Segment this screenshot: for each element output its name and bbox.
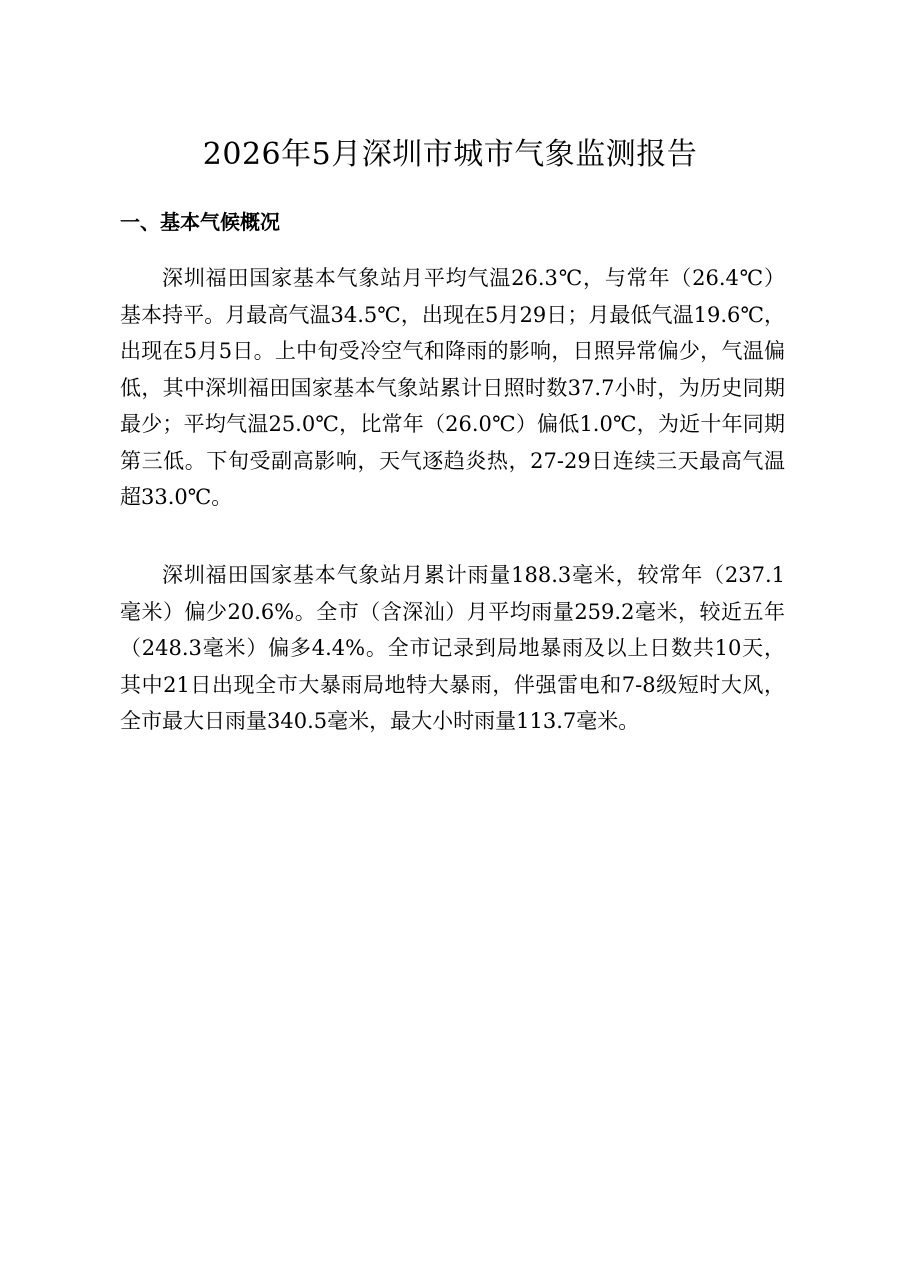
paragraph-rainfall: 深圳福田国家基本气象站月累计雨量188.3毫米，较常年（237.1毫米）偏少20.6%。全市（含深汕）月平均雨量259.2毫米，较近五年（248.3毫米）偏多4.4%。全市记录到局地暴雨及以上日数共10天，其中21日出现全市大暴雨局地特大暴雨，伴强雷电和7-8级短时大风，全市最大日雨量340.5毫米，最大小时雨量113.7毫米。 <box>120 563 785 733</box>
section-heading-basic-climate: 一、基本气候概况 <box>120 210 280 234</box>
paragraph-temperature: 深圳福田国家基本气象站月平均气温26.3℃，与常年（26.4℃）基本持平。月最高气温34.5℃，出现在5月29日；月最低气温19.6℃，出现在5月5日。上中旬受冷空气和降雨的影响，日照异常偏少，气温偏低，其中深圳福田国家基本气象站累计日照时数37.7小时，为历史同期最少；平均气温25.0℃，比常年（26.0℃）偏低1.0℃，为近十年同期第三低。下旬受副高影响，天气逐趋炎热，27-29日连续三天最高气温超33.0℃。 <box>120 266 785 509</box>
report-title: 2026年5月深圳市城市气象监测报告 <box>202 137 698 172</box>
